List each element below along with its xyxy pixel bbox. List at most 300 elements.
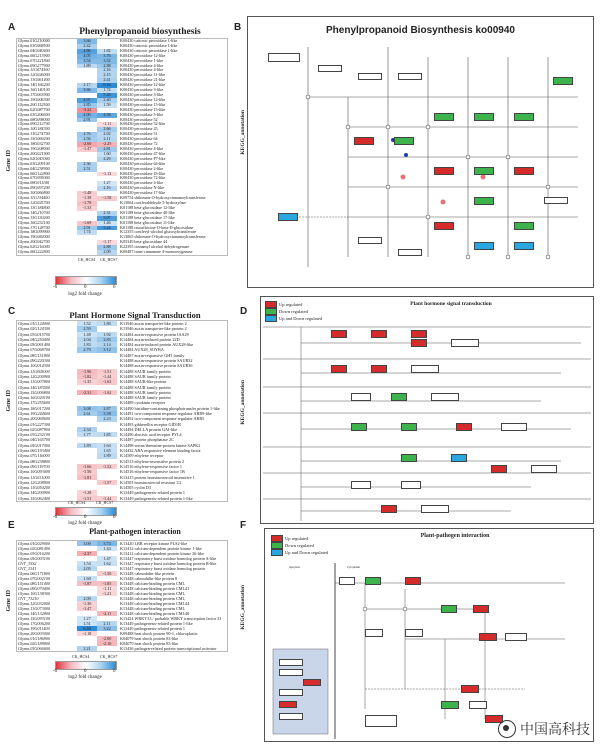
col-label-a-2: CK_HCS7	[100, 257, 118, 262]
kegg-b-node	[318, 65, 342, 72]
tick-c-neg: -6	[53, 515, 58, 520]
gene-id: Glyma.02G216000	[18, 245, 50, 250]
kegg-annotation: K00430 peroxidase 52-like	[120, 122, 166, 127]
gene-id: Glyma.18G099900	[18, 230, 50, 235]
fold-change-cell: 2.21	[77, 646, 97, 651]
gene-id: Glyma.04G250400	[18, 336, 50, 342]
gene-id: Glyma.04G238900	[18, 166, 50, 171]
kegg-b-node-up	[434, 167, 454, 175]
kegg-f-node-up	[479, 633, 497, 641]
fold-change-cell: 2.42	[77, 44, 97, 49]
kegg-annotation: K14489 cytokinin receptor	[120, 400, 166, 406]
gene-id: Glyma.18G032700	[18, 142, 50, 147]
kegg-annotation: K00430 cationic peroxidase 1-like	[120, 43, 178, 48]
kegg-f-node-down	[365, 577, 381, 585]
fold-change-cell: -1.18	[77, 631, 97, 636]
gene-id: Glyma.20G069600	[18, 416, 50, 422]
panel-b-side-label: KEGG_annotation	[240, 110, 246, 155]
gene-id: Glyma.13G073000	[18, 606, 50, 611]
gene-id: Glyma.13G274700	[18, 132, 50, 137]
gene-id: Glyma.10G138300	[18, 591, 50, 596]
kegg-map-b	[247, 16, 594, 288]
kegg-annotation: K00430 peroxidase 51	[120, 132, 158, 137]
gene-id: Glyma.03G206600	[18, 112, 50, 117]
panel-c-axis-label: Gene ID	[6, 390, 12, 412]
gene-id: Glyma.09G212700	[18, 122, 50, 127]
kegg-annotation: K00487 trans-cinnamate 4-monooxygenase	[120, 250, 193, 255]
panel-a-axis-label: Gene ID	[6, 150, 12, 172]
fold-change-cell: -1.52	[97, 464, 117, 469]
kegg-annotation: K13447 respiratory burst oxidase homolog protein	[120, 566, 205, 571]
fold-change-cell: 3.66	[77, 39, 97, 44]
kegg-annotation: K14513 ethylene-insensitive protein 2	[120, 458, 185, 464]
panel-e-title: Plant-pathogen interaction	[89, 527, 181, 536]
kegg-annotation: K14488 SAUR family protein	[120, 368, 171, 374]
gene-id: Glyma.09G220300	[18, 358, 50, 364]
gene-id: GVT_73210	[18, 596, 39, 601]
kegg-annotation: K00430 peroxidase 11-like	[120, 73, 166, 78]
kegg-annotation: K00430 peroxidase 4-like	[120, 63, 164, 68]
fold-change-cell: 2.11	[97, 137, 117, 142]
fold-change-cell: -1.48	[77, 191, 97, 196]
tick-c-pos: 6	[113, 515, 116, 520]
gene-id: Glyma.09G119700	[18, 463, 50, 469]
legend-both: Up and Down regulated	[265, 315, 322, 322]
kegg-annotation: K12355 coniferyl-alcohol glucosyltransferase	[120, 230, 197, 235]
fold-change-cell: -1.87	[77, 581, 97, 586]
fold-change-cell: -1.38	[77, 196, 97, 201]
fold-change-cell: -1.58	[97, 196, 117, 201]
kegg-annotation: K13448 calcium-binding protein CML	[120, 581, 186, 586]
fold-change-cell: -1.62	[97, 379, 117, 384]
wechat-channel-icon	[498, 720, 516, 738]
kegg-f-node	[469, 701, 487, 709]
gene-id: Glyma.02G087900	[18, 426, 50, 432]
fold-change-cell: -1.56	[77, 469, 97, 474]
fold-change-cell: -1.50	[97, 571, 117, 576]
gene-id: Glyma.02G189800	[18, 641, 50, 646]
kegg-d-node-down	[401, 454, 417, 462]
colorbar-c-label: log2 fold change	[68, 521, 102, 526]
gene-id: Glyma.08G011100	[18, 181, 50, 186]
tick-c-zero: 0	[84, 515, 87, 520]
kegg-annotation: K14493 gibberellin receptor GID1B	[120, 421, 181, 427]
heatmap-row	[17, 496, 227, 501]
fold-change-cell: 2.36	[77, 162, 97, 167]
kegg-annotation: K13420 LRR receptor kinase FLS2-like	[120, 541, 188, 546]
kegg-d-node-down	[351, 423, 367, 431]
kegg-f-node-down	[441, 605, 457, 613]
gene-id: Glyma.06G222800	[18, 250, 50, 255]
tick-e-pos: 6	[113, 669, 116, 674]
kegg-annotation: K14487 auxin-responsive GH3 family	[120, 352, 185, 358]
kegg-d-node-up	[411, 339, 427, 347]
heatmap-row	[17, 250, 227, 255]
kegg-annotation: K13448 calcium-binding protein CML46	[120, 611, 190, 616]
fold-change-cell: 4.00	[77, 113, 97, 118]
fold-change-cell: -2.11	[97, 611, 117, 616]
tick-a-neg: -6	[53, 285, 58, 290]
heatmap-a	[16, 38, 228, 256]
fold-change-cell: -1.85	[97, 581, 117, 586]
fold-change-cell: 1.48	[77, 332, 97, 337]
fold-change-cell: -1.81	[77, 475, 97, 480]
gene-id: Glyma.03G068500	[18, 43, 50, 48]
fold-change-cell: -1.28	[77, 490, 97, 495]
kegg-annotation: K00430 peroxidase 72-like	[120, 176, 166, 181]
kegg-d-node-up	[456, 423, 472, 431]
kegg-d-node	[531, 465, 557, 473]
panel-a-title: Phenylpropanoid biosynthesis	[79, 27, 201, 37]
gene-id: Glyma.03G232100	[18, 432, 50, 438]
kegg-annotation: K14494 DELLA protein GAI-like	[120, 426, 178, 432]
fold-change-cell: -1.35	[77, 379, 97, 384]
kegg-annotation: K13449 pathogenesis-related protein 1	[120, 490, 186, 496]
gene-id: Glyma.14G166200	[18, 83, 50, 88]
gene-id: Glyma.04G165700	[18, 437, 50, 443]
gene-id: Glyma.08G238800	[18, 458, 50, 464]
gene-id: Glyma.02G124300	[18, 326, 50, 332]
gene-id: Glyma.08G098000	[18, 117, 50, 122]
fold-change-cell: -2.31	[77, 390, 97, 395]
kegg-b-node-down	[553, 77, 573, 85]
kegg-annotation: K00430 peroxidase P7-like	[120, 156, 166, 161]
gene-id: Glyma.07G116000	[18, 453, 50, 459]
gene-id: Glyma.16G232100	[18, 220, 50, 225]
kegg-annotation: K01188 beta-glucosidase 17-like	[120, 215, 175, 220]
panel-letter-b: B	[234, 22, 242, 33]
fold-change-cell: 2.16	[97, 68, 117, 73]
kegg-b-node	[268, 53, 300, 62]
kegg-annotation: K00430 peroxidase 4-like	[120, 147, 164, 151]
kegg-f-node-down	[441, 701, 459, 709]
gene-id: Glyma.10G093000	[18, 469, 50, 475]
gene-id: Glyma.12G026000	[18, 73, 50, 78]
fold-change-cell: 2.56	[77, 137, 97, 142]
kegg-b-node-down	[474, 113, 494, 121]
kegg-b-node-both	[278, 213, 298, 221]
gene-id: Glyma.03G066600	[18, 646, 50, 651]
kegg-annotation: K14496 abscisic acid receptor PYL4	[120, 432, 182, 438]
kegg-annotation: K14491 two-component response regulator ARR9-like	[120, 411, 212, 416]
fold-change-cell: 1.60	[77, 576, 97, 581]
kegg-map-d-lines	[261, 297, 593, 523]
fold-change-cell: 3.38	[97, 411, 117, 416]
gene-id: Glyma.05G017000	[18, 442, 50, 448]
fold-change-cell: 2.66	[97, 127, 117, 132]
kegg-annotation: K05349 beta-glucosidase 44	[120, 240, 168, 245]
kegg-annotation: K14503 brassinosteroid resistant 1/2	[120, 479, 182, 485]
gene-id: Glyma.19G208000	[18, 147, 50, 151]
kegg-annotation: K13449 pathogenesis-related protein 1-like	[120, 621, 193, 626]
gene-id: Glyma.19G244600	[18, 411, 50, 416]
fold-change-cell: 2.15	[97, 73, 117, 78]
gene-id: Glyma.09G277900	[18, 63, 50, 68]
kegg-f-node-up	[405, 577, 421, 585]
kegg-d-node-up	[331, 365, 347, 373]
kegg-d-node-up	[371, 330, 387, 338]
kegg-b-node-down	[474, 197, 494, 205]
gene-id: Glyma.09G097200	[18, 186, 50, 191]
kegg-annotation: K13448 calmodulin-like protein	[120, 571, 174, 576]
fold-change-cell: 5.24	[97, 226, 117, 231]
fold-change-cell: 2.17	[77, 83, 97, 88]
kegg-annotation: K13412 calcium-dependent protein kinase 26-like	[120, 551, 204, 556]
kegg-annotation: K00430 peroxidase 12-like	[120, 97, 166, 102]
fold-change-cell: 1.77	[77, 432, 97, 437]
fold-change-cell: -1.57	[97, 480, 117, 485]
fold-change-cell: 2.11	[97, 621, 117, 626]
fold-change-cell: 1.27	[77, 616, 97, 621]
kegg-annotation: K00430 peroxidase 15-like	[120, 102, 166, 107]
gene-id: Glyma.17G128700	[18, 225, 50, 230]
gene-id: Glyma.08G151400	[18, 581, 50, 586]
kegg-annotation: K00430 peroxidase 52	[120, 117, 158, 122]
kegg-annotation: K00430 peroxidase 2-like	[120, 166, 164, 171]
kegg-annotation: K01188 beta-glucosidase 11-like	[120, 220, 175, 225]
fold-change-cell: 2.88	[97, 245, 117, 250]
gene-id: Glyma.11G005000	[18, 368, 50, 374]
kegg-annotation: K13946 auxin transporter-like protein 2	[120, 321, 187, 326]
gene-id: Glyma.02G081400	[18, 546, 50, 551]
fold-change-cell: -2.25	[97, 142, 117, 147]
gene-id: Glyma.01G210000	[18, 39, 50, 43]
fold-change-cell: -1.21	[97, 591, 117, 596]
fold-change-cell: 2.40	[97, 98, 117, 103]
fold-change-cell: 1.82	[97, 49, 117, 54]
kegg-annotation: K22395 cinnamyl alcohol dehydrogenase	[120, 245, 190, 250]
fold-change-cell: -1.44	[97, 496, 117, 501]
kegg-d-node-up	[371, 365, 387, 373]
gene-id: Glyma.13G061400	[18, 78, 50, 83]
fold-change-cell: 1.59	[97, 103, 117, 108]
kegg-annotation: K14488 auxin-responsive protein SAUR32	[120, 358, 193, 364]
legend-down: Down regulated	[265, 308, 308, 315]
kegg-annotation: K14488 SAUR family protein	[120, 384, 171, 390]
kegg-annotation: K04079 heat shock protein 83-like	[120, 641, 179, 646]
legend-both: Up and Down regulated	[271, 549, 328, 556]
kegg-f-node	[279, 689, 303, 696]
kegg-annotation: K00430 peroxidase 64-like	[120, 161, 166, 166]
fold-change-cell: 2.59	[77, 326, 97, 331]
fold-change-cell: 2.41	[97, 78, 117, 83]
gene-id: Glyma.11G031000	[18, 474, 50, 480]
fold-change-cell: 2.85	[77, 103, 97, 108]
gene-id: Glyma.12G032000	[18, 601, 50, 606]
fold-change-cell: -1.47	[77, 147, 97, 152]
kegg-annotation: K14490 histidine-containing phosphotransfer protein 1-like	[120, 405, 220, 411]
fold-change-cell: -1.62	[97, 390, 117, 395]
gene-id: Glyma.15G006800	[18, 389, 50, 395]
col-label-e-1: CK_HCS4	[72, 654, 90, 659]
gene-id: Glyma.08G151800	[18, 352, 50, 358]
kegg-annotation: K14516 ethylene-responsive factor 1	[120, 463, 182, 469]
fold-change-cell: -2.16	[97, 641, 117, 646]
kegg-f-node-up	[303, 679, 321, 686]
watermark-text: 中国高科技	[520, 722, 590, 738]
kegg-map-d	[260, 296, 594, 524]
fold-change-cell	[77, 250, 97, 255]
gene-id: Glyma.18G017200	[18, 405, 50, 411]
kegg-map-f	[264, 528, 594, 742]
panel-letter-c: C	[8, 306, 16, 317]
fold-change-cell: 2.02	[97, 132, 117, 137]
col-label-e-2: CK_HCS7	[100, 654, 118, 659]
kegg-annotation: K14432 ABA responsive element binding factor	[120, 448, 201, 454]
gene-id: Glyma.16G020100	[18, 395, 50, 401]
gene-id: Glyma.07G221800	[18, 58, 50, 63]
kegg-annotation: K14505 cyclin D3	[120, 485, 151, 491]
kegg-annotation: K13448 calcium-binding protein CML41	[120, 586, 190, 591]
kegg-annotation: K01188 beta-glucosidase 12-like	[120, 205, 175, 210]
gene-id: Glyma.15G069200	[18, 137, 50, 142]
colorbar-a-label: log2 fold change	[68, 292, 102, 297]
fold-change-cell: 3.74	[97, 541, 117, 546]
fold-change-cell: -1.51	[77, 496, 97, 501]
kegg-annotation: K00430 peroxidase 17-like	[120, 191, 166, 196]
gene-id: Glyma.17G063900	[18, 93, 50, 97]
fold-change-cell: 1.47	[97, 556, 117, 561]
fold-change-cell: -2.00	[97, 636, 117, 641]
kegg-b-node	[398, 249, 422, 256]
fold-change-cell: 2.16	[97, 186, 117, 191]
gene-id: Glyma.20G042700	[18, 240, 50, 245]
fold-change-cell: 4.86	[77, 49, 97, 54]
gene-id: Glyma.01G124000	[18, 321, 50, 326]
kegg-annotation: K13064 coniferaldehyde 5-hydroxylase	[120, 201, 187, 205]
kegg-d-node	[501, 423, 527, 431]
gene-id: Glyma.14G210700	[18, 210, 50, 215]
heatmap-row	[17, 646, 227, 651]
kegg-f-node	[339, 577, 355, 585]
colorbar-e-label: log2 fold change	[68, 675, 102, 680]
fold-change-cell: 2.51	[77, 167, 97, 172]
kegg-b-node-up	[434, 222, 454, 230]
gene-id: Glyma.17G006200	[18, 621, 50, 626]
fold-change-cell: 1.89	[77, 443, 97, 448]
gene-id: Glyma.15G062400	[18, 495, 50, 501]
kegg-annotation: K13065 shikimate O-hydroxycinnamoyltransferase	[120, 235, 206, 240]
kegg-annotation: K14488 SAUR family protein	[120, 389, 171, 395]
gene-id: Glyma.05G003100	[18, 556, 50, 561]
fold-change-cell: -3.22	[77, 108, 97, 113]
fold-change-cell: 3.54	[77, 59, 97, 64]
gene-id: Glyma.10G184300	[18, 127, 50, 132]
kegg-annotation: K13448 calcium-binding protein CML	[120, 591, 186, 596]
kegg-annotation: K00430 peroxidase 4-like	[120, 68, 164, 73]
fold-change-cell: 3.12	[97, 347, 117, 352]
fold-change-cell: -1.82	[77, 374, 97, 379]
gene-id: Glyma.07G068700	[18, 347, 50, 353]
col-label-c-2: CK_HCS7	[96, 500, 114, 505]
panel-c-title: Plant Hormone Signal Transduction	[69, 310, 201, 320]
fold-change-cell: 2.09	[97, 250, 117, 255]
fold-change-cell: 1.64	[97, 443, 117, 448]
kegg-annotation: K14488 SAUR family protein	[120, 395, 171, 401]
gene-id: Glyma.13G007800	[18, 379, 50, 385]
fold-change-cell: -1.51	[97, 369, 117, 374]
fold-change-cell: -1.47	[77, 606, 97, 611]
gene-id: Glyma.11G074500	[18, 68, 50, 73]
kegg-b-node	[358, 237, 382, 244]
fold-change-cell: 1.83	[77, 342, 97, 347]
gene-id: Glyma.12G025700	[18, 201, 50, 205]
kegg-b-node	[358, 73, 382, 80]
kegg-b-node-both	[474, 242, 494, 250]
apoplast-label: Apoplast	[289, 565, 300, 569]
fold-change-cell: 1.89	[97, 453, 117, 458]
kegg-f-node	[279, 659, 303, 666]
panel-d-side-label: KEGG_annotation	[240, 380, 246, 425]
kegg-f-node	[505, 633, 527, 641]
kegg-b-node-down	[434, 113, 454, 121]
fold-change-cell: -1.96	[77, 369, 97, 374]
gene-id: Glyma.07G002100	[18, 576, 50, 581]
tick-a-pos: 6	[113, 285, 116, 290]
kegg-annotation: K13412 calcium-dependent protein kinase 1-like	[120, 546, 202, 551]
kegg-f-node	[405, 629, 423, 637]
fold-change-cell: 1.80	[97, 321, 117, 326]
kegg-annotation: K00430 peroxidase 21-like	[120, 78, 166, 83]
fold-change-cell: -1.36	[77, 601, 97, 606]
gene-id: Glyma.15G130200	[18, 215, 50, 220]
gene-id: Glyma.02G043000	[18, 156, 50, 161]
kegg-annotation: K00430 peroxidase 4-like	[120, 181, 164, 186]
kegg-d-node-both	[451, 454, 467, 462]
colorbar-a	[55, 276, 117, 285]
fold-change-cell: 5.07	[97, 216, 117, 221]
fold-change-cell: 1.51	[77, 621, 97, 626]
kegg-annotation: K00430 peroxidase 3-like	[120, 88, 164, 93]
kegg-annotation: K13946 auxin transporter-like protein 2	[120, 326, 187, 332]
kegg-b-node-down	[394, 137, 414, 145]
fold-change-cell: 2.04	[77, 337, 97, 342]
fold-change-cell: 3.52	[97, 59, 117, 64]
fold-change-cell: 3.76	[97, 54, 117, 59]
gene-id: Glyma.01G186900	[18, 636, 50, 641]
gene-id: Glyma.12G200900	[18, 373, 50, 379]
panel-b-title: Phenylpropanoid Biosynthesis ko00940	[326, 25, 515, 36]
kegg-annotation: K14509 ethylene receptor	[120, 453, 164, 459]
gene-id: Glyma.03G015700	[18, 331, 50, 337]
panel-f-side-label: KEGG_annotation	[240, 585, 246, 630]
kegg-b-node-down	[514, 113, 534, 121]
fold-change-cell: 6.40	[77, 626, 97, 631]
gene-id: Glyma.11G134400	[18, 196, 50, 201]
fold-change-cell: 1.54	[77, 561, 97, 566]
kegg-annotation: K00430 peroxidase 12-like	[120, 53, 166, 58]
fold-change-cell: 4.05	[77, 54, 97, 59]
gene-id: Glyma.07G095000	[18, 176, 50, 181]
gene-id: GVT_3341	[18, 566, 37, 571]
gene-id: Glyma.03G016200	[18, 551, 50, 556]
kegg-b-node-down	[474, 167, 494, 175]
kegg-annotation: K00430 peroxidase 15-like	[120, 107, 166, 112]
fold-change-cell: 4.58	[97, 113, 117, 118]
kegg-annotation: K14497 protein phosphatase 2C	[120, 437, 174, 443]
kegg-d-node-up	[411, 330, 427, 338]
fold-change-cell: 5.45	[97, 93, 117, 98]
kegg-annotation: K13448 calcium-binding protein CML44	[120, 601, 190, 606]
fold-change-cell: 6.16	[97, 83, 117, 88]
gene-id: Glyma.16G140100	[18, 88, 50, 93]
kegg-annotation: K00430 peroxidase 5-like	[120, 112, 164, 117]
kegg-annotation: K13424 WRKY33 / probable WRKY transcription factor 33	[120, 616, 222, 621]
kegg-annotation: K09488 heat shock protein 90-1, chloroplastic	[120, 631, 198, 636]
fold-change-cell: 1.74	[77, 230, 97, 235]
kegg-annotation: K00430 cationic peroxidase 1-like	[120, 48, 178, 53]
cytoplasm-label: Cytoplasm	[347, 565, 361, 569]
